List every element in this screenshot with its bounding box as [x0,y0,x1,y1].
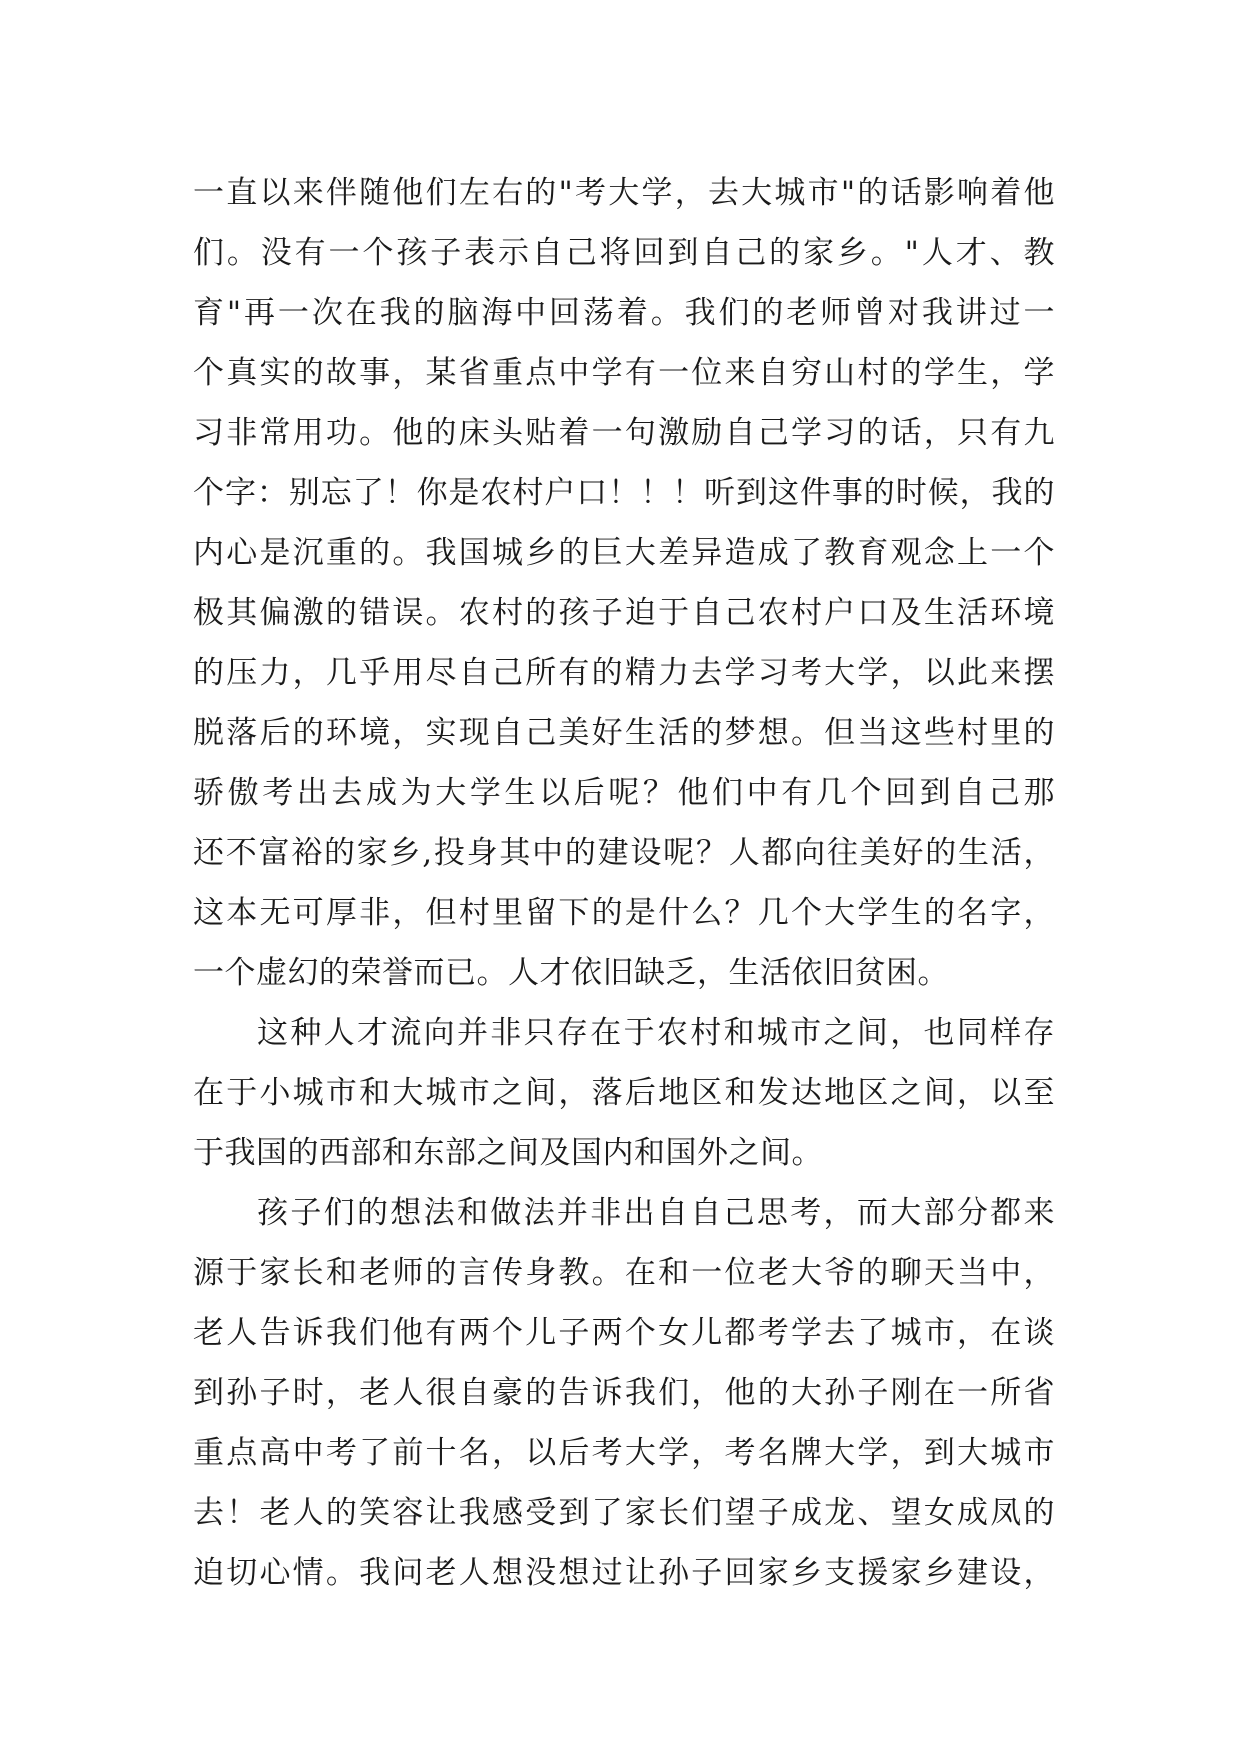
text-line: 在于小城市和大城市之间，落后地区和发达地区之间，以至 [193,1075,1055,1111]
text-line: 育"再一次在我的脑海中回荡着。我们的老师曾对我讲过一 [193,295,1055,331]
text-line: 个真实的故事，某省重点中学有一位来自穷山村的学生，学 [193,355,1055,391]
text-line: 习非常用功。他的床头贴着一句激励自己学习的话，只有九 [193,415,1055,451]
text-line: 一个虚幻的荣誉而已。人才依旧缺乏，生活依旧贫困。 [193,955,949,991]
text-line: 的压力，几乎用尽自己所有的精力去学习考大学，以此来摆 [193,655,1055,691]
text-line: 孩子们的想法和做法并非出自自己思考，而大部分都来 [257,1195,1055,1231]
text-line: 去！老人的笑容让我感受到了家长们望子成龙、望女成凤的 [193,1495,1055,1531]
text-line: 内心是沉重的。我国城乡的巨大差异造成了教育观念上一个 [193,535,1055,571]
text-line: 源于家长和老师的言传身教。在和一位老大爷的聊天当中， [193,1255,1055,1291]
text-line: 这本无可厚非，但村里留下的是什么？几个大学生的名字， [193,895,1055,931]
text-line: 于我国的西部和东部之间及国内和国外之间。 [193,1135,823,1171]
text-line: 还不富裕的家乡,投身其中的建设呢？人都向往美好的生活， [193,835,1055,871]
text-line: 们。没有一个孩子表示自己将回到自己的家乡。"人才、教 [193,235,1055,271]
text-line: 脱落后的环境，实现自己美好生活的梦想。但当这些村里的 [193,715,1055,751]
text-line: 个字：别忘了！你是农村户口！！！听到这件事的时候，我的 [193,475,1055,511]
paragraph-1 [193,163,1055,1003]
text-line: 极其偏激的错误。农村的孩子迫于自己农村户口及生活环境 [193,595,1055,631]
text-line: 这种人才流向并非只存在于农村和城市之间，也同样存 [257,1015,1055,1051]
text-line: 重点高中考了前十名，以后考大学，考名牌大学，到大城市 [193,1435,1055,1471]
text-line: 迫切心情。我问老人想没想过让孙子回家乡支援家乡建设， [193,1555,1055,1591]
text-line: 到孙子时，老人很自豪的告诉我们，他的大孙子刚在一所省 [193,1375,1055,1411]
text-line: 老人告诉我们他有两个儿子两个女儿都考学去了城市，在谈 [193,1315,1055,1351]
paragraph-2 [193,1003,1055,1183]
text-line: 一直以来伴随他们左右的"考大学，去大城市"的话影响着他 [193,175,1055,211]
paragraph-3 [193,1183,1055,1603]
body-text [193,163,1055,1603]
text-line: 骄傲考出去成为大学生以后呢？他们中有几个回到自己那 [193,775,1055,811]
